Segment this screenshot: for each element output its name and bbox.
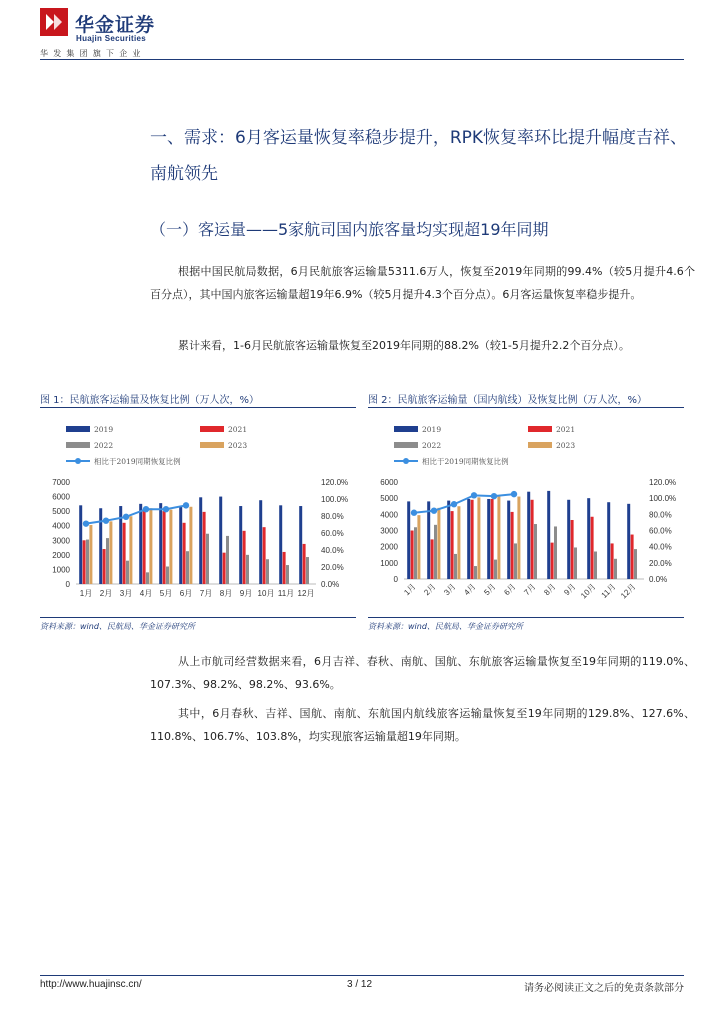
chart2-bar-2021-12月 xyxy=(631,535,634,579)
chart2-legend-swatch-2021 xyxy=(528,426,552,432)
chart1-x-tick: 6月 xyxy=(179,589,193,598)
chart1-bar-2023-3月 xyxy=(129,516,132,584)
chart1-bar-2022-11月 xyxy=(286,565,289,584)
chart2-legend-label-2022: 2022 xyxy=(422,441,442,450)
chart2-bar-2019-7月 xyxy=(527,492,530,579)
section-title: 一、需求：6月客运量恢复率稳步提升，RPK恢复率环比提升幅度吉祥、南航领先 xyxy=(150,128,688,184)
chart2-bar-2023-1月 xyxy=(417,515,420,579)
chart2-y-right-tick: 120.0% xyxy=(649,478,677,487)
chart2-y-left-tick: 0 xyxy=(393,575,398,584)
chart1-x-tick: 1月 xyxy=(79,589,93,598)
chart2-y-left-tick: 2000 xyxy=(380,542,398,552)
logo-tagline: 华发集团旗下企业 xyxy=(40,49,146,58)
chart1-bar-2021-8月 xyxy=(223,553,226,584)
chart1-bar-2022-9月 xyxy=(246,555,249,584)
chart1-bar-2021-1月 xyxy=(83,540,86,584)
chart1-ratio-point-6月 xyxy=(183,502,189,508)
chart1-x-tick: 3月 xyxy=(119,589,133,598)
chart2-x-tick: 11月 xyxy=(599,582,618,600)
chart2-bar-2019-1月 xyxy=(407,501,410,579)
chart2-bar-2022-5月 xyxy=(494,560,497,579)
chart1-x-tick: 7月 xyxy=(199,589,213,598)
chart1-bar-2023-2月 xyxy=(109,521,112,584)
chart1-y-right-tick: 120.0% xyxy=(321,478,349,487)
header-divider xyxy=(40,59,684,60)
chart1-legend-label-2021: 2021 xyxy=(228,425,248,434)
chart1-bar-2019-11月 xyxy=(279,505,282,584)
chart2-bar-2021-3月 xyxy=(451,511,454,579)
chart2-legend-swatch-2019 xyxy=(394,426,418,432)
chart2-bar-2023-2月 xyxy=(437,508,440,579)
footer-disclaimer: 请务必阅读正文之后的免责条款部分 xyxy=(524,983,684,994)
chart1-bar-2019-9月 xyxy=(239,506,242,584)
chart1-bar-2022-8月 xyxy=(226,536,229,584)
chart2-x-tick: 6月 xyxy=(502,582,518,598)
chart2-x-tick: 8月 xyxy=(542,582,558,598)
chart1-y-right-tick: 0.0% xyxy=(321,580,340,589)
chart1-bar-2019-8月 xyxy=(219,497,222,584)
chart1-legend-swatch-2021 xyxy=(200,426,224,432)
figure-1-source: 资料来源：wind、民航局、华金证券研究所 xyxy=(40,622,195,631)
paragraph-4: 其中，6月春秋、吉祥、国航、南航、东航国内航线旅客运输量恢复至19年同期的129.8%、127.6%、110.8%、106.7%、103.8%，均实现旅客运输量超19年同期。 xyxy=(150,707,695,743)
chart2-bar-2019-12月 xyxy=(627,504,630,579)
chart1-bar-2019-1月 xyxy=(79,505,82,584)
chart1-y-left-tick: 4000 xyxy=(52,521,70,531)
chart2-y-right-tick: 40.0% xyxy=(649,542,672,552)
chart1-bar-2019-4月 xyxy=(139,504,142,584)
chart2-bar-2022-11月 xyxy=(614,559,617,579)
chart1-y-left-tick: 6000 xyxy=(52,492,70,502)
chart2-legend-label-2021: 2021 xyxy=(556,425,576,434)
huajin-logo-icon xyxy=(40,8,68,36)
chart1-bar-2022-5月 xyxy=(166,567,169,584)
chart2-bar-2021-10月 xyxy=(591,517,594,579)
chart1-legend-swatch-2019 xyxy=(66,426,90,432)
chart2-y-right-tick: 0.0% xyxy=(649,575,668,584)
footer-divider xyxy=(40,975,684,976)
chart2-legend-ratio-marker xyxy=(403,458,409,464)
chart1-bar-2019-6月 xyxy=(179,506,182,584)
chart2-x-tick: 4月 xyxy=(462,582,478,598)
chart1-x-tick: 9月 xyxy=(239,589,253,598)
chart1-x-tick: 5月 xyxy=(159,589,173,598)
chart2-legend-label-2023: 2023 xyxy=(556,441,576,450)
figure-2-title: 图 2：民航旅客运输量（国内航线）及恢复比例（万人次，%） xyxy=(368,395,648,406)
chart2-bar-2023-5月 xyxy=(497,497,500,579)
chart1-bar-2019-7月 xyxy=(199,497,202,584)
chart2-bar-2019-2月 xyxy=(427,501,430,579)
chart2-legend-label-ratio: 相比于2019同期恢复比例 xyxy=(422,457,509,466)
chart2-bar-2021-11月 xyxy=(611,543,614,579)
chart2-bar-2021-9月 xyxy=(571,520,574,579)
chart2-bar-2022-6月 xyxy=(514,543,517,579)
chart1-bar-2022-12月 xyxy=(306,557,309,584)
chart2-bar-2021-4月 xyxy=(471,500,474,579)
chart2-bar-2023-6月 xyxy=(517,497,520,579)
figure-1-bottom-rule xyxy=(40,617,356,618)
chart1-bar-2021-2月 xyxy=(103,549,106,584)
chart2-y-left-tick: 4000 xyxy=(380,510,398,520)
chart1-bar-2022-6月 xyxy=(186,551,189,584)
chart1-bar-2019-2月 xyxy=(99,508,102,584)
chart2-bar-2022-7月 xyxy=(534,524,537,579)
chart2-ratio-point-2月 xyxy=(431,507,437,513)
paragraph-3: 从上市航司经营数据来看，6月吉祥、春秋、南航、国航、东航旅客运输量恢复至19年同期的119.0%、107.3%、98.2%、98.2%、93.6%。 xyxy=(150,655,695,691)
chart1-bar-2019-12月 xyxy=(299,506,302,584)
figure-1-svg xyxy=(40,412,356,614)
figure-1-chart xyxy=(40,412,356,614)
chart2-bar-2019-11月 xyxy=(607,502,610,579)
chart2-bar-2022-3月 xyxy=(454,554,457,579)
chart1-ratio-point-5月 xyxy=(163,506,169,512)
figure-1-top-rule xyxy=(40,407,356,408)
chart2-bar-2022-12月 xyxy=(634,549,637,579)
chart1-bar-2021-11月 xyxy=(283,552,286,584)
paragraph-2: 累计来看，1-6月民航旅客运输量恢复至2019年同期的88.2%（较1-5月提升2.2个百分点）。 xyxy=(178,339,630,352)
chart2-bar-2022-8月 xyxy=(554,526,557,579)
chart1-bar-2022-7月 xyxy=(206,534,209,584)
chart2-bar-2021-1月 xyxy=(411,531,414,580)
chart2-y-right-tick: 100.0% xyxy=(649,494,677,504)
chart2-y-right-tick: 80.0% xyxy=(649,510,672,520)
chart1-bar-2021-9月 xyxy=(243,531,246,584)
figure-2-source: 资料来源：wind、民航局、华金证券研究所 xyxy=(368,622,523,631)
chart1-bar-2023-6月 xyxy=(189,507,192,584)
chart2-x-tick: 2月 xyxy=(422,582,438,598)
chart2-bar-2022-4月 xyxy=(474,566,477,579)
chart1-y-right-tick: 20.0% xyxy=(321,563,344,572)
chart2-x-tick: 9月 xyxy=(562,582,578,598)
chart2-bar-2021-8月 xyxy=(551,543,554,579)
figure-1-title: 图 1：民航旅客运输量及恢复比例（万人次，%） xyxy=(40,395,260,406)
chart2-y-left-tick: 5000 xyxy=(380,494,398,504)
chart2-y-left-tick: 1000 xyxy=(380,558,398,568)
company-logo xyxy=(40,8,175,56)
chart1-x-tick: 2月 xyxy=(99,589,113,598)
chart1-y-left-tick: 7000 xyxy=(52,478,70,487)
chart2-bar-2019-6月 xyxy=(507,501,510,579)
chart2-bar-2022-2月 xyxy=(434,525,437,579)
chart1-y-left-tick: 0 xyxy=(65,580,70,589)
chart2-x-tick: 3月 xyxy=(442,582,458,598)
chart2-legend-swatch-2023 xyxy=(528,442,552,448)
chart1-bar-2022-4月 xyxy=(146,572,149,584)
chart1-bar-2022-3月 xyxy=(126,561,129,584)
chart2-bar-2022-10月 xyxy=(594,552,597,579)
chart2-bar-2019-4月 xyxy=(467,499,470,579)
chart2-bar-2021-7月 xyxy=(531,500,534,579)
chart2-bar-2022-9月 xyxy=(574,547,577,579)
chart2-legend-label-2019: 2019 xyxy=(422,425,442,434)
chart2-x-tick: 5月 xyxy=(482,582,498,598)
chart1-bar-2021-10月 xyxy=(263,527,266,584)
chart1-bar-2021-3月 xyxy=(123,523,126,584)
footer-url-link[interactable]: http://www.huajinsc.cn/ xyxy=(40,979,142,990)
chart1-y-left-tick: 2000 xyxy=(52,550,70,560)
chart1-ratio-point-1月 xyxy=(83,520,89,526)
chart1-ratio-point-3月 xyxy=(123,514,129,520)
chart1-y-right-tick: 40.0% xyxy=(321,546,344,555)
chart1-bar-2023-4月 xyxy=(149,508,152,584)
chart1-x-tick: 4月 xyxy=(139,589,153,598)
chart2-y-right-tick: 60.0% xyxy=(649,526,672,536)
chart2-bar-2019-3月 xyxy=(447,501,450,579)
chart1-x-tick: 8月 xyxy=(219,589,233,598)
chart2-ratio-point-6月 xyxy=(511,491,517,497)
chart2-bar-2019-5月 xyxy=(487,499,490,579)
figure-2-top-rule xyxy=(368,407,684,408)
chart1-y-right-tick: 60.0% xyxy=(321,529,344,538)
chart2-y-right-tick: 20.0% xyxy=(649,558,672,568)
chart2-bar-2021-2月 xyxy=(431,539,434,579)
chart1-y-right-tick: 100.0% xyxy=(321,495,349,504)
chart1-legend-label-2019: 2019 xyxy=(94,425,114,434)
figure-2-svg xyxy=(368,412,684,614)
chart2-bar-2023-3月 xyxy=(457,506,460,579)
chart1-y-left-tick: 3000 xyxy=(52,536,70,546)
chart1-legend-swatch-2022 xyxy=(66,442,90,448)
chart1-y-left-tick: 1000 xyxy=(52,565,70,575)
chart2-bar-2021-5月 xyxy=(491,499,494,579)
chart1-legend-label-ratio: 相比于2019同期恢复比例 xyxy=(94,457,181,466)
chart1-bar-2021-5月 xyxy=(163,511,166,584)
chart1-legend-swatch-2023 xyxy=(200,442,224,448)
figure-2-bottom-rule xyxy=(368,617,684,618)
chart1-bar-2023-5月 xyxy=(169,510,172,584)
chart1-legend-label-2023: 2023 xyxy=(228,441,248,450)
chart1-bar-2019-10月 xyxy=(259,500,262,584)
chart2-x-tick: 7月 xyxy=(522,582,538,598)
chart1-x-tick: 12月 xyxy=(297,589,315,598)
chart2-bar-2019-10月 xyxy=(587,498,590,579)
chart2-bar-2019-8月 xyxy=(547,491,550,579)
chart1-bar-2021-6月 xyxy=(183,523,186,584)
paragraph-1: 根据中国民航局数据，6月民航旅客运输量5311.6万人，恢复至2019年同期的99.4%（较5月提升4.6个百分点），其中国内旅客运输量超19年6.9%（较5月提升4.3个百分点）。6月客运量恢复率稳步提升。 xyxy=(150,265,695,301)
chart2-y-left-tick: 6000 xyxy=(380,478,398,487)
chart2-bar-2022-1月 xyxy=(414,527,417,579)
chart1-bar-2022-10月 xyxy=(266,559,269,584)
figure-2-chart xyxy=(368,412,684,614)
chart1-bar-2019-5月 xyxy=(159,503,162,584)
chart2-ratio-point-1月 xyxy=(411,510,417,516)
chart2-bar-2023-4月 xyxy=(477,497,480,579)
chart1-bar-2022-1月 xyxy=(86,540,89,584)
chart2-ratio-point-3月 xyxy=(451,501,457,507)
chart1-bar-2021-12月 xyxy=(303,544,306,584)
chart1-legend-ratio-marker xyxy=(75,458,81,464)
chart2-y-left-tick: 3000 xyxy=(380,526,398,536)
logo-english-name: Huajin Securities xyxy=(76,34,147,43)
chart1-y-right-tick: 80.0% xyxy=(321,512,344,521)
chart2-x-tick: 1月 xyxy=(402,582,418,598)
logo-chinese-name: 华金证券 xyxy=(75,14,156,36)
chart1-y-left-tick: 5000 xyxy=(52,507,70,517)
chart1-legend-label-2022: 2022 xyxy=(94,441,114,450)
chart1-bar-2022-2月 xyxy=(106,538,109,584)
chart1-x-tick: 10月 xyxy=(257,589,275,598)
chart1-ratio-point-4月 xyxy=(143,506,149,512)
chart1-ratio-point-2月 xyxy=(103,517,109,523)
chart1-bar-2021-4月 xyxy=(143,511,146,584)
chart2-x-tick: 10月 xyxy=(579,582,598,601)
section-subtitle: （一）客运量——5家航司国内旅客量均实现超19年同期 xyxy=(150,220,549,239)
chart2-legend-swatch-2022 xyxy=(394,442,418,448)
chart2-bar-2021-6月 xyxy=(511,512,514,579)
chart2-ratio-point-5月 xyxy=(491,493,497,499)
chart2-bar-2019-9月 xyxy=(567,500,570,579)
chart2-x-tick: 12月 xyxy=(619,582,638,601)
chart1-bar-2021-7月 xyxy=(203,512,206,584)
chart2-ratio-point-4月 xyxy=(471,492,477,498)
chart1-bar-2023-1月 xyxy=(89,525,92,584)
chart1-x-tick: 11月 xyxy=(277,589,295,598)
page-number: 3 / 12 xyxy=(347,979,373,990)
